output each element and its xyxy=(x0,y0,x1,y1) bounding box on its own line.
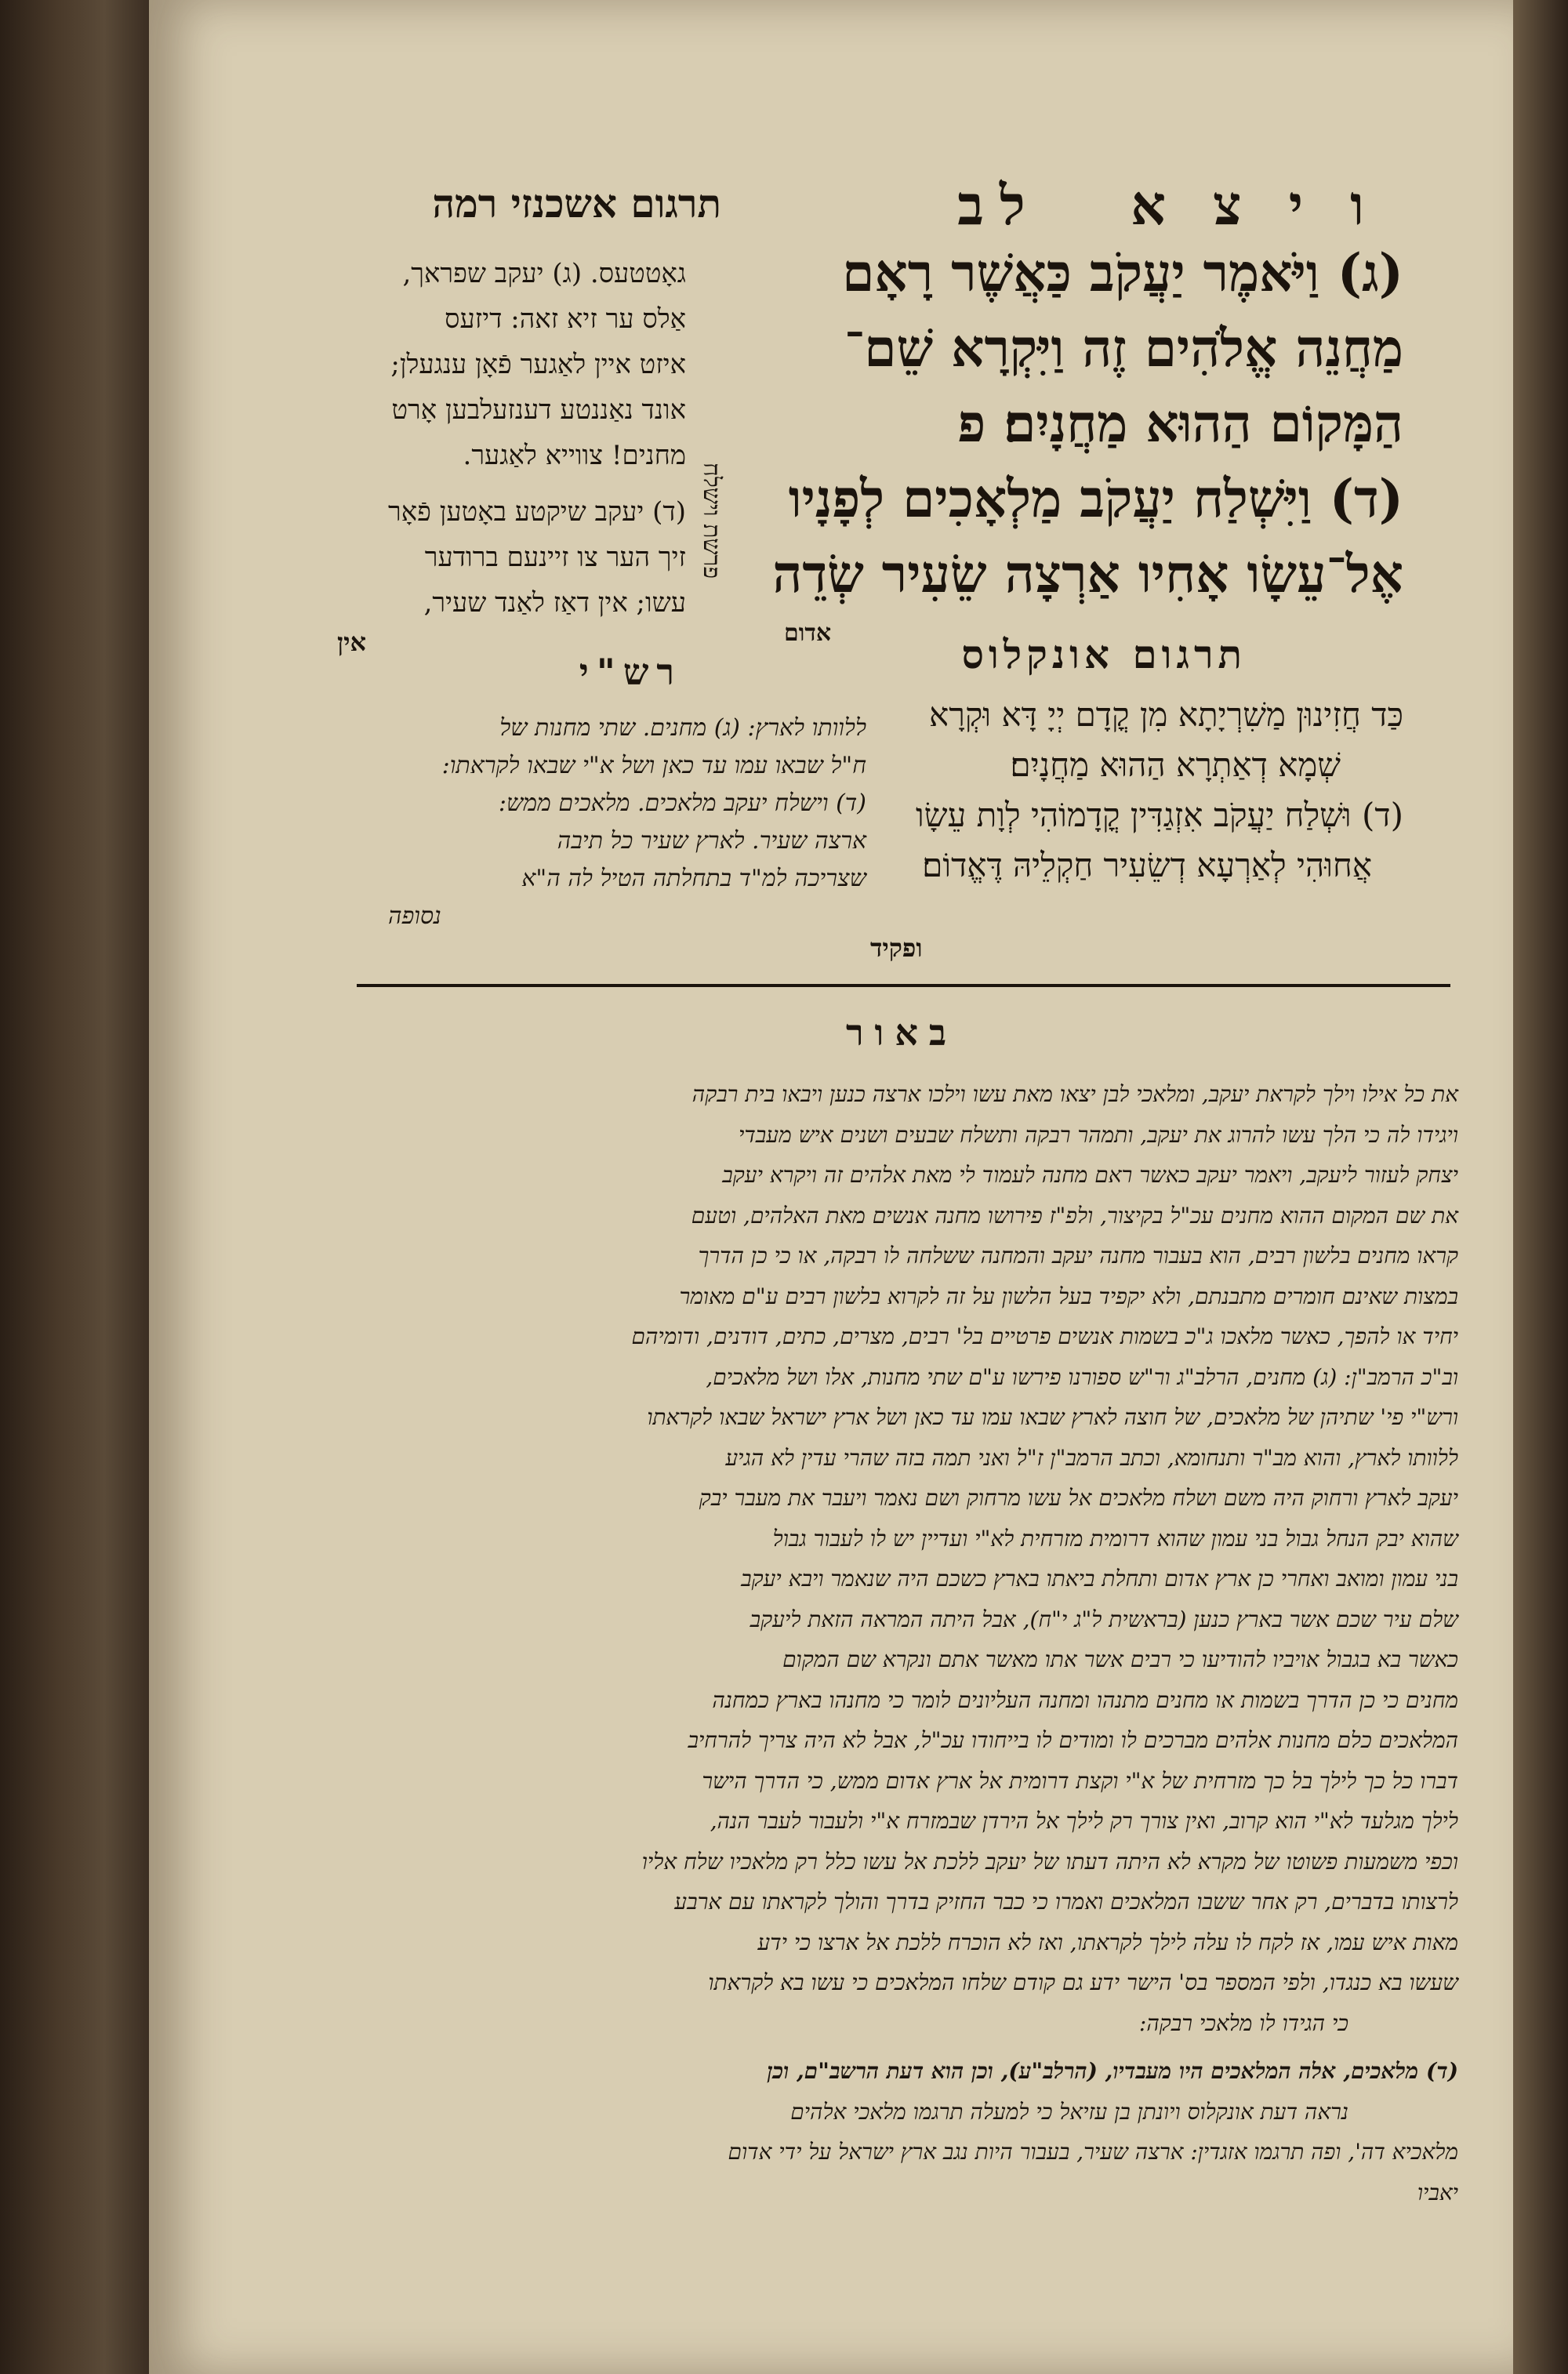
ashkenazi-line: (ד) יעקב שיקטע באָטען פֿאָר xyxy=(388,496,686,528)
biur-line: לרצותו בדברים, רק אחר ששבו המלאכים ואמרו כי כבר החזיק בדרך והולך לקראתו עם ארבע xyxy=(674,1889,1458,1915)
torah-line: הַמָּקוֹם הַהוּא מַחֲנָיִם׃ פ xyxy=(957,393,1403,454)
rashi-line: ח"ל שבאו עמו עד כאן ושל א"י שבאו לקראתו: xyxy=(441,752,866,779)
biur-line: מאות איש עמו, אז לקח לו עלה לילך לקראתו, ואז לא הוכרח ללכת אל ארצו כי ידע xyxy=(757,1929,1458,1955)
biur-line: יאביו xyxy=(1417,2179,1458,2205)
biur-line: יעקב לארץ ורחוק היה משם ושלח מלאכים אל עשו מרחוק ושם נאמר ויעבר את מעבר יבק xyxy=(699,1485,1458,1511)
section-divider xyxy=(357,984,1450,987)
biur-line: שלם עיר שכם אשר בארץ כנען (בראשית ל"ג י"ח), אבל היתה המראה הזאת ליעקב xyxy=(750,1606,1458,1632)
biur-line: בני עמון ומואב ואחרי כן ארץ אדום ותחלת ביאתו בארץ כשכם היה שנאמר ויבא יעקב xyxy=(741,1566,1458,1592)
biur-line: את שם המקום ההוא מחנים עכ"ל בקיצור, ולפ"ז פירושו מחנה אנשים מאת האלהים, וטעם xyxy=(691,1202,1458,1229)
biur-line: המלאכים כלם מחנות אלהים מברכים לו ומודים לו בייחודו עכ"ל, אבל לא היה צריך להרחיב xyxy=(688,1727,1458,1753)
biur-line: וב"כ הרמב"ן: (ג) מחנים, הרלב"ג ור"ש ספורנו פירשו ע"ם שתי מחנות, אלו ושל מלאכים, xyxy=(706,1363,1458,1390)
rashi-line: נסופה xyxy=(388,902,441,930)
onkelos-line: אֲחוּהִי לְאַרְעָא דְשֵׂעִיר חַקְלֵיהּ דֶּאֱדוֹם׃ xyxy=(922,846,1372,884)
onkelos-line: כַּד חֲזִינוּן מַשִׁרְיָתָא מִן קֳדָם יְיָ דָּא וּקְרָא xyxy=(929,695,1403,734)
biur-line: וכפי משמעות פשוטו של מקרא לא היתה דעתו של יעקב ללכת אל עשו כלל רק מלאכיו שלח אליו xyxy=(641,1848,1458,1875)
parasha-name: ויצא xyxy=(1131,172,1411,238)
biur-line: מלאכיא דה', ופה תרגמו אזגדין: ארצה שעיר, בעבור היות נגב ארץ ישראל על ידי אדום xyxy=(728,2139,1458,2165)
ashkenazi-line: זיך הער צו זיינעם ברודער xyxy=(424,542,686,573)
ashkenazi-line: אונד נאַננטע דענזעלבען אָרט xyxy=(391,394,686,426)
parasha-heading xyxy=(941,172,1411,238)
onkelos-title: תרגום אונקלוס xyxy=(961,631,1247,677)
biur-line: כי הגידו לו מלאכי רבקה: xyxy=(1138,2009,1348,2036)
ashkenazi-line: מחנים! צווייא לאַגער. xyxy=(463,440,686,471)
biur-line: ויגידו לה כי הלך עשו להרוג את יעקב, ותמהר רבקה ותשלח שבעים ושנים איש מעבדי xyxy=(739,1121,1458,1148)
biur-line: נראה דעת אונקלוס ויונתן בן עזיאל כי למעלה תרגמו מלאכי אלהים xyxy=(790,2098,1348,2125)
biur-line: שעשו בא כנגדו, ולפי המספר בס' הישר ידע גם קודם שלחו המלאכים כי עשו בא לקראתו xyxy=(708,1969,1458,1995)
biur-line: קראו מחנים בלשון רבים, הוא בעבור מחנה יעקב והמחנה ששלחה לו רבקה, או כי כן הדרך xyxy=(698,1243,1458,1269)
biur-line: דברו כל כך לילך בל כך מזרחית של א"י וקצת דרומית אל ארץ אדום ממש, כי הדרך הישר xyxy=(702,1767,1458,1794)
biur-line: כאשר בא בגבול אויביו להודיעו כי רבים אשר אתו מאשר אתם ונקרא שם המקום xyxy=(782,1646,1458,1672)
torah-text xyxy=(690,235,1403,612)
ashkenazi-line: אַלס ער זיא זאה: דיזעס xyxy=(445,303,686,335)
book-page xyxy=(149,0,1513,2374)
torah-line: אֶל־עֵשָׂו אָחִיו אַרְצָה שֵׂעִיר שְׂדֵה xyxy=(772,543,1403,604)
biur-text xyxy=(329,1074,1458,2212)
ashkenazi-line: עשו; אין דאַז לאַנד שעיר, xyxy=(423,587,686,619)
torah-catchword: אדום xyxy=(784,619,832,647)
rashi-line: שצריכה למ"ד בתחלתה הטיל לה ה"א xyxy=(521,865,866,892)
biur-line: שהוא יבק הנחל גבול בני עמון שהוא דרומית מזרחית לא"י ועדיין יש לו לעבור גבול xyxy=(772,1525,1458,1552)
rashi-line: ארצה שעיר. לארץ שעיר כל תיבה xyxy=(557,827,866,855)
biur-line: מחנים כי כן הדרך בשמות או מחנים מתנהו ומחנה העליונים לומר כי מחנהו בארץ כמחנה xyxy=(712,1686,1458,1713)
parasha-margin-note: פרשת וישלח xyxy=(698,463,725,579)
biur-line: ללוותו לארץ, והוא מב"ר ותנחומא, וכתב הרמב"ן ז"ל ואני תמה בזה שהרי עדין לא הגיע xyxy=(725,1444,1458,1471)
rashi-title: רש"י xyxy=(579,651,682,693)
onkelos-line: (ד) וּשְׁלַח יַעֲקֹב אִזְגַדִּין קֳדָמוֹהִי לְוָת עֵשָׂו xyxy=(915,796,1403,834)
rashi-line: ללוותו לארץ: (ג) מחנים. שתי מחנות של xyxy=(499,714,866,742)
rashi-text xyxy=(333,710,866,935)
onkelos-line: שְׁמָא דְאַתְרָא הַהוּא מַחֲנָיִם׃ xyxy=(1010,746,1341,784)
biur-line: יחיד או להפך, כאשר מלאכו ג"כ בשמות אנשים פרטיים בל' רבים, מצרים, כתים, דודנים, ודומיהם xyxy=(631,1323,1458,1349)
chapter-number: לב xyxy=(957,172,1041,238)
biur-title: באור xyxy=(845,1011,958,1054)
biur-line: לילך מגלעד לא"י הוא קרוב, ואין צורך רק לילך אל הירדן שבמזרח א"י ולעבור לעבר הנה, xyxy=(710,1808,1458,1834)
torah-line: (ד) וַיִּשְׁלַח יַעֲקֹב מַלְאָכִים לְפָנָיו xyxy=(788,468,1403,529)
biur-line: ורש"י פי' שתיהן של מלאכים, של חוצה לארץ שבאו עמו עד כאן ושל ארץ ישראל שבאו לקראתו xyxy=(647,1404,1458,1430)
torah-line: (ג) וַיֹּאמֶר יַעֲקֹב כַּאֲשֶׁר רָאָם xyxy=(842,242,1403,303)
ashkenazi-title: תרגום אשכנזי רמה xyxy=(432,180,721,227)
ashkenazi-line: גאָטטעס. (ג) יעקב שפראך, xyxy=(402,258,686,289)
page-edge xyxy=(1513,0,1568,2374)
book-spine xyxy=(0,0,149,2374)
onkelos-catchword: ופקיד xyxy=(870,933,923,963)
ashkenazi-translation xyxy=(325,251,686,626)
biur-line: את כל אילו וילך לקראת יעקב, ומלאכי לבן יצאו מאת עשו וילכו ארצה כנען ויבאו בית רבקה xyxy=(691,1081,1458,1107)
ashkenazi-catchword: אין xyxy=(337,627,367,657)
torah-line: מַחֲנֵה אֱלֹהִים זֶה וַיִּקְרָא שֵׁם־ xyxy=(844,318,1403,379)
biur-line: במצות שאינם חומרים מתבנתם, ולא יקפיד בעל הלשון על זה לקרוא בלשון רבים ע"ם מאומר xyxy=(679,1283,1458,1309)
biur-line: יצחק לעזור ליעקב, ויאמר יעקב כאשר ראם מחנה לעמוד לי מאת אלהים זה ויקרא יעקב xyxy=(722,1162,1458,1188)
rashi-line: (ד) וישלח יעקב מלאכים. מלאכים ממש: xyxy=(498,790,866,817)
biur-line: (ד) מלאכים, אלה המלאכים היו מעבדיו, (הרלב"ע), וכן הוא דעת הרשב"ם, וכן xyxy=(767,2058,1458,2084)
ashkenazi-line: איזט איין לאַגער פֿאָן ענגעלן; xyxy=(390,349,686,380)
